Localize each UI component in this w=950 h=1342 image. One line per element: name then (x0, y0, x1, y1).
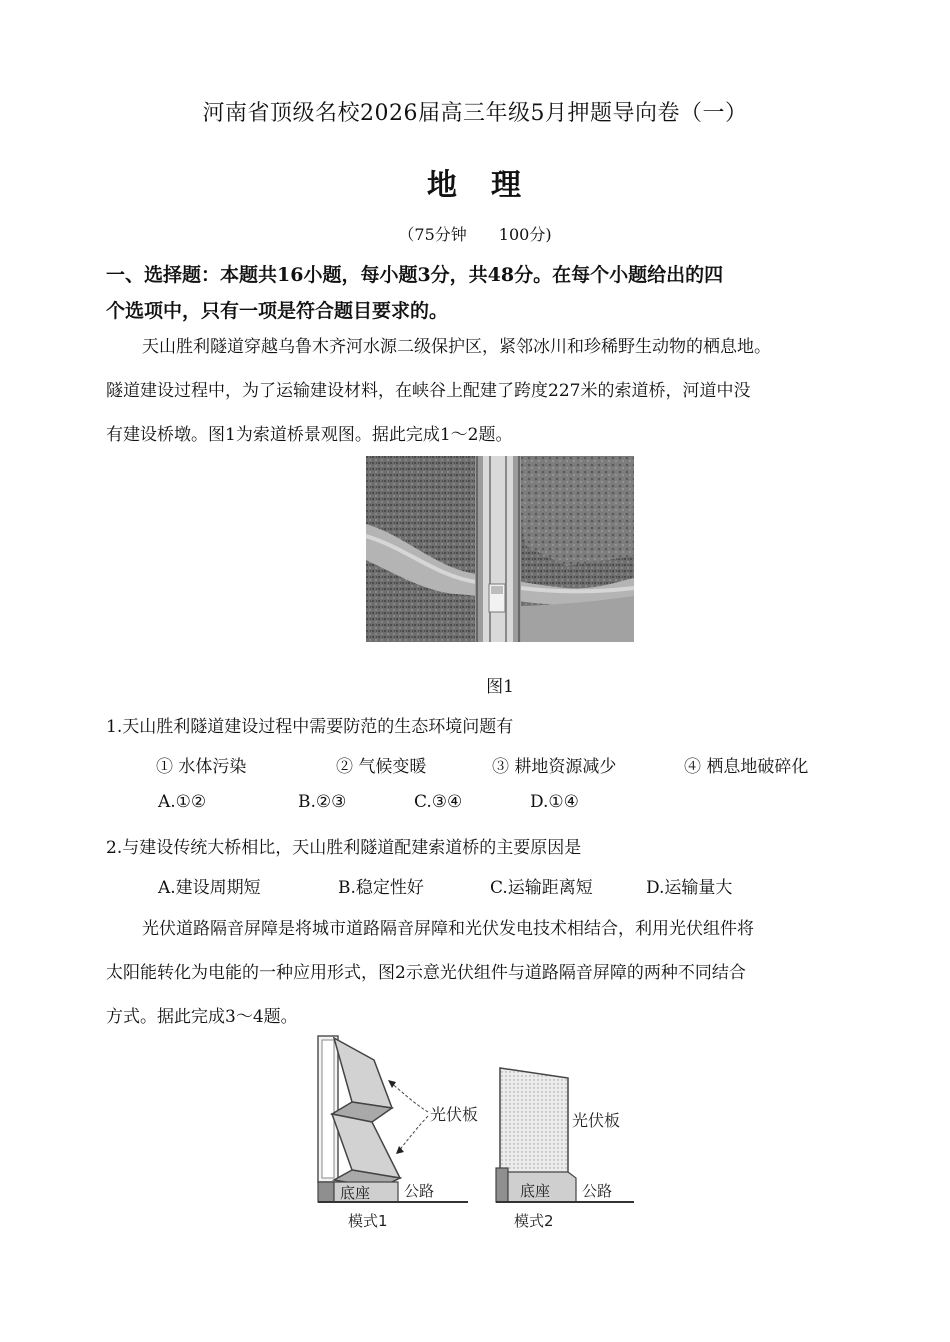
q2-choice-c: C.运输距离短 (490, 878, 593, 898)
passage2-line1: 光伏道路隔音屏障是将城市道路隔音屏障和光伏发电技术相结合，利用光伏组件将 (142, 919, 754, 939)
mode1-base-label: 底座 (340, 1184, 371, 1202)
cable-bridge-photo (366, 456, 634, 642)
mode1-caption: 模式1 (348, 1212, 388, 1230)
mode2-road-label: 公路 (582, 1182, 613, 1200)
q1-item-3: ③ 耕地资源减少 (492, 757, 617, 777)
question2-stem: 2.与建设传统大桥相比，天山胜利隧道配建索道桥的主要原因是 (106, 838, 582, 858)
q1-choice-d: D.①④ (530, 792, 579, 812)
q2-choice-a: A.建设周期短 (158, 878, 261, 898)
q2-choice-d: D.运输量大 (646, 878, 733, 898)
mode2-group (496, 1068, 634, 1230)
q1-item-4: ④ 栖息地破碎化 (684, 757, 809, 777)
q1-item-2: ② 气候变暖 (336, 757, 427, 777)
q1-choice-b: B.②③ (298, 792, 347, 812)
q2-choice-b: B.稳定性好 (338, 878, 424, 898)
mode2-caption: 模式2 (514, 1212, 554, 1230)
q1-choice-c: C.③④ (414, 792, 463, 812)
mode1-panel-label: 光伏板 (430, 1105, 479, 1124)
exam-time-score: （75分钟 100分) (398, 225, 552, 244)
mode1-group (318, 1036, 478, 1230)
mode1-road-label: 公路 (404, 1182, 435, 1200)
figure1-caption: 图1 (486, 677, 514, 697)
section-title-line2: 个选项中，只有一项是符合题目要求的。 (106, 300, 449, 322)
mode2-base-label: 底座 (520, 1182, 551, 1200)
question1-stem: 1.天山胜利隧道建设过程中需要防范的生态环境问题有 (106, 717, 514, 737)
mode2-panel-label: 光伏板 (572, 1111, 621, 1130)
exam-header-title: 河南省顶级名校2026届高三年级5月押题导向卷（一） (202, 101, 748, 126)
q1-item-1: ① 水体污染 (156, 757, 247, 777)
passage2-line3: 方式。据此完成3～4题。 (106, 1007, 298, 1027)
passage2-line2: 太阳能转化为电能的一种应用形式，图2示意光伏组件与道路隔音屏障的两种不同结合 (106, 963, 746, 983)
passage1-line2: 隧道建设过程中，为了运输建设材料，在峡谷上配建了跨度227米的索道桥，河道中没 (106, 381, 751, 401)
passage1-line1: 天山胜利隧道穿越乌鲁木齐河水源二级保护区，紧邻冰川和珍稀野生动物的栖息地。 (142, 337, 771, 357)
q1-choice-a: A.①② (158, 792, 207, 812)
passage1-line3: 有建设桥墩。图1为索道桥景观图。据此完成1～2题。 (106, 425, 513, 445)
subject-title: 地 理 (427, 168, 523, 203)
pv-barrier-diagram (300, 1030, 660, 1240)
section-title-line1: 一、选择题：本题共16小题，每小题3分，共48分。在每个小题给出的四 (106, 264, 724, 286)
